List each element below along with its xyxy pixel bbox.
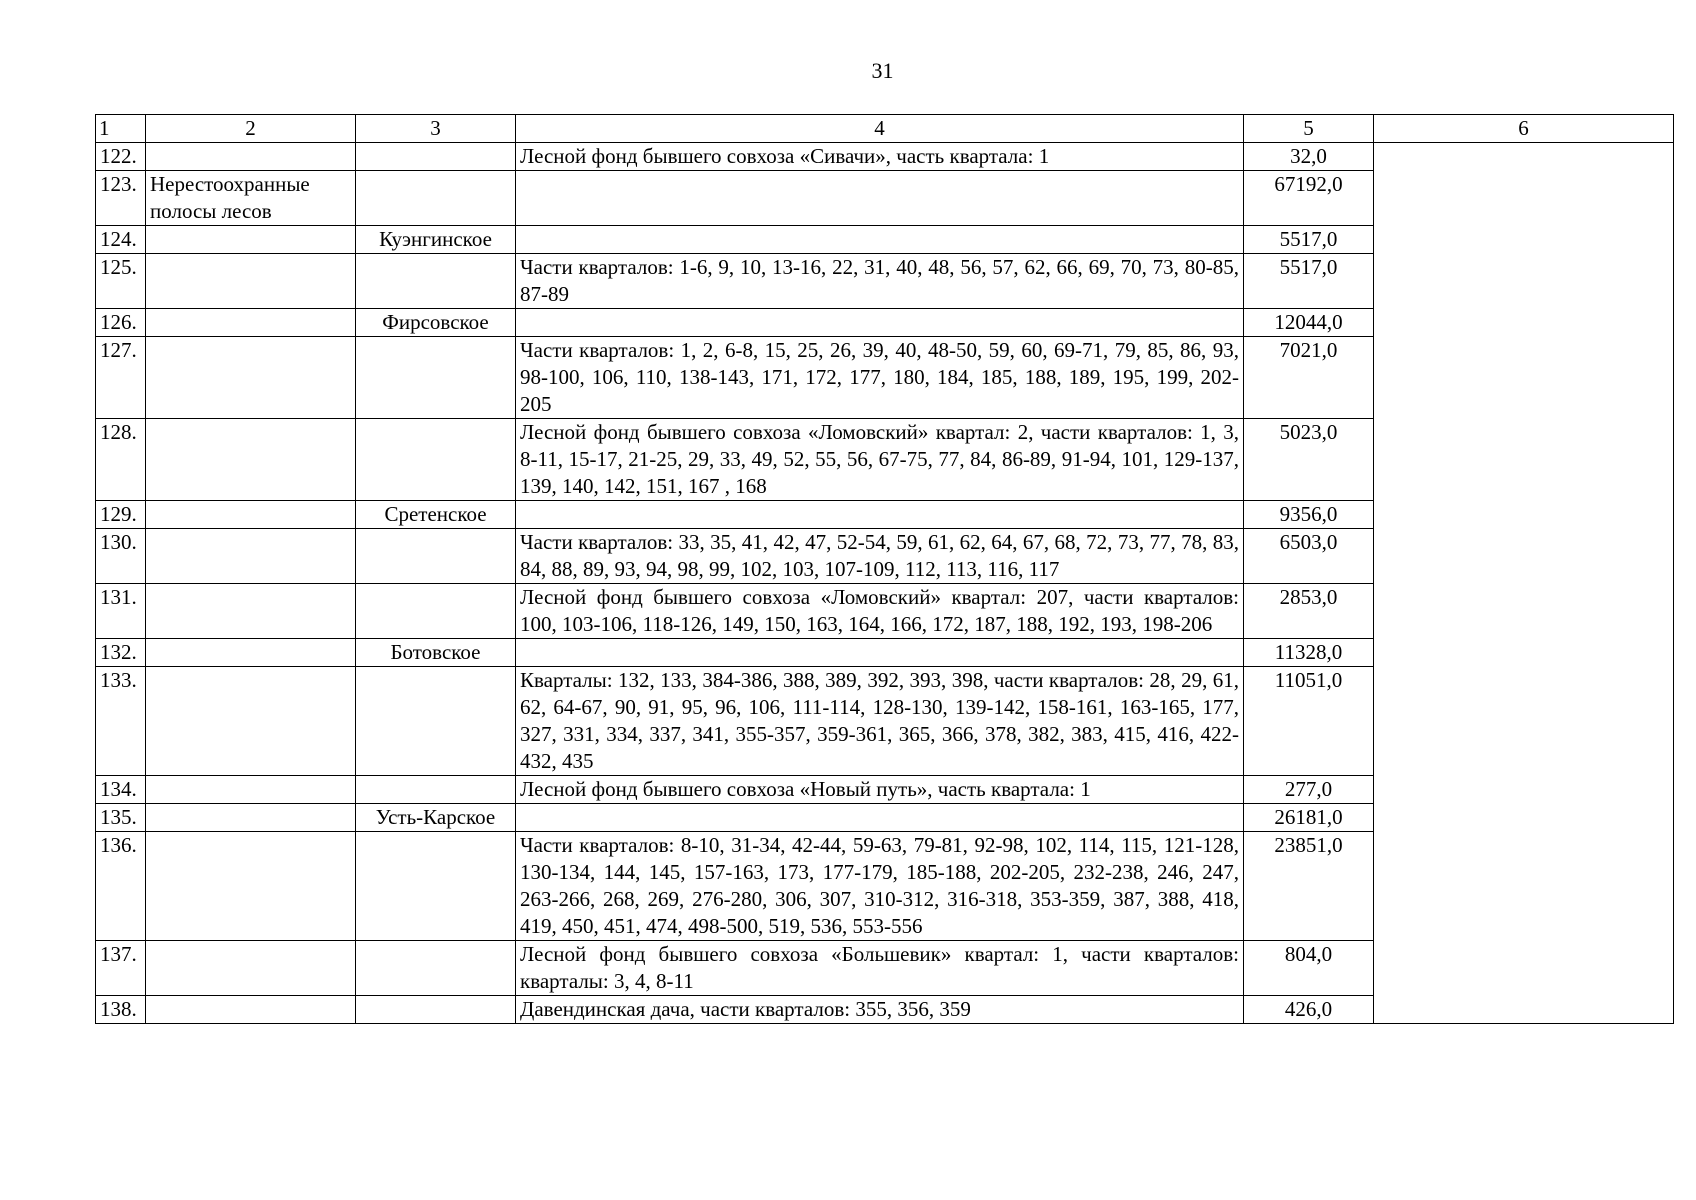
area-cell: 804,0 <box>1244 941 1374 996</box>
area-cell: 6503,0 <box>1244 529 1374 584</box>
quarters-cell: Лесной фонд бывшего совхоза «Новый путь», часть квартала: 1 <box>516 776 1244 804</box>
quarters-cell <box>516 171 1244 226</box>
category-cell <box>146 529 356 584</box>
forestry-cell <box>356 584 516 639</box>
category-cell <box>146 776 356 804</box>
forestry-cell <box>356 941 516 996</box>
forestry-cell: Ботовское <box>356 639 516 667</box>
area-cell: 7021,0 <box>1244 337 1374 419</box>
column-header-2: 2 <box>146 115 356 143</box>
row-number: 132. <box>96 639 146 667</box>
category-cell <box>146 584 356 639</box>
forestry-cell <box>356 832 516 941</box>
category-cell <box>146 941 356 996</box>
row-number: 130. <box>96 529 146 584</box>
area-cell: 5517,0 <box>1244 254 1374 309</box>
area-cell: 26181,0 <box>1244 804 1374 832</box>
quarters-cell: Лесной фонд бывшего совхоза «Большевик» квартал: 1, части кварталов: кварталы: 3, 4, 8-11 <box>516 941 1244 996</box>
category-cell <box>146 832 356 941</box>
column-header-6: 6 <box>1374 115 1674 143</box>
quarters-cell: Части кварталов: 1, 2, 6-8, 15, 25, 26, 39, 40, 48-50, 59, 60, 69-71, 79, 85, 86, 93, 98-100, 106, 110, 138-143, 171, 172, 177, 180, 184, 185, 188, 189, 195, 199, 202-205 <box>516 337 1244 419</box>
quarters-cell <box>516 639 1244 667</box>
row-number: 135. <box>96 804 146 832</box>
forest-areas-table <box>95 114 1674 1024</box>
area-cell: 23851,0 <box>1244 832 1374 941</box>
page-number: 31 <box>871 58 894 83</box>
quarters-cell: Кварталы: 132, 133, 384-386, 388, 389, 392, 393, 398, части кварталов: 28, 29, 61, 62, 64-67, 90, 91, 95, 96, 106, 111-114, 128-130, 139-142, 158-161, 163-165, 177, 327, 331, 334, 337, 341, 355-357, 359-361, 365, 366, 378, 382, 383, 415, 416, 422-432, 435 <box>516 667 1244 776</box>
area-cell: 32,0 <box>1244 143 1374 171</box>
area-cell: 67192,0 <box>1244 171 1374 226</box>
forestry-cell <box>356 337 516 419</box>
forestry-cell <box>356 419 516 501</box>
row-number: 128. <box>96 419 146 501</box>
row-number: 125. <box>96 254 146 309</box>
forestry-cell <box>356 667 516 776</box>
forestry-cell: Фирсовское <box>356 309 516 337</box>
forestry-cell: Усть-Карское <box>356 804 516 832</box>
quarters-cell <box>516 309 1244 337</box>
category-cell <box>146 309 356 337</box>
area-cell: 12044,0 <box>1244 309 1374 337</box>
row-number: 122. <box>96 143 146 171</box>
category-cell <box>146 143 356 171</box>
category-cell <box>146 419 356 501</box>
row-number: 131. <box>96 584 146 639</box>
row-number: 124. <box>96 226 146 254</box>
forestry-cell <box>356 776 516 804</box>
forestry-cell: Сретенское <box>356 501 516 529</box>
row-number: 129. <box>96 501 146 529</box>
column-header-3: 3 <box>356 115 516 143</box>
forestry-cell <box>356 996 516 1024</box>
quarters-cell: Части кварталов: 1-6, 9, 10, 13-16, 22, 31, 40, 48, 56, 57, 62, 66, 69, 70, 73, 80-85, 87-89 <box>516 254 1244 309</box>
row-number: 126. <box>96 309 146 337</box>
forestry-cell <box>356 143 516 171</box>
forestry-cell: Куэнгинское <box>356 226 516 254</box>
quarters-cell <box>516 501 1244 529</box>
category-cell <box>146 996 356 1024</box>
category-cell <box>146 254 356 309</box>
category-cell <box>146 667 356 776</box>
column-header-1: 1 <box>96 115 146 143</box>
category-cell: Нерестоохранные полосы лесов <box>146 171 356 226</box>
row-number: 136. <box>96 832 146 941</box>
forestry-cell <box>356 529 516 584</box>
area-cell: 11328,0 <box>1244 639 1374 667</box>
category-cell <box>146 804 356 832</box>
table-row <box>96 143 1674 171</box>
row-number: 137. <box>96 941 146 996</box>
forestry-cell <box>356 171 516 226</box>
quarters-cell: Давендинская дача, части кварталов: 355, 356, 359 <box>516 996 1244 1024</box>
area-cell: 11051,0 <box>1244 667 1374 776</box>
notes-cell <box>1374 143 1674 1024</box>
column-header-4: 4 <box>516 115 1244 143</box>
row-number: 138. <box>96 996 146 1024</box>
quarters-cell <box>516 226 1244 254</box>
quarters-cell: Лесной фонд бывшего совхоза «Ломовский» квартал: 207, части кварталов: 100, 103-106, 118-126, 149, 150, 163, 164, 166, 172, 187, 188, 192, 193, 198-206 <box>516 584 1244 639</box>
area-cell: 426,0 <box>1244 996 1374 1024</box>
area-cell: 5517,0 <box>1244 226 1374 254</box>
forestry-cell <box>356 254 516 309</box>
quarters-cell: Части кварталов: 8-10, 31-34, 42-44, 59-63, 79-81, 92-98, 102, 114, 115, 121-128, 130-134, 144, 145, 157-163, 173, 177-179, 185-188, 202-205, 232-238, 246, 247, 263-266, 268, 269, 276-280, 306, 307, 310-312, 316-318, 353-359, 387, 388, 418, 419, 450, 451, 474, 498-500, 519, 536, 553-556 <box>516 832 1244 941</box>
column-header-5: 5 <box>1244 115 1374 143</box>
quarters-cell: Части кварталов: 33, 35, 41, 42, 47, 52-54, 59, 61, 62, 64, 67, 68, 72, 73, 77, 78, 83, 84, 88, 89, 93, 94, 98, 99, 102, 103, 107-109, 112, 113, 116, 117 <box>516 529 1244 584</box>
row-number: 127. <box>96 337 146 419</box>
row-number: 133. <box>96 667 146 776</box>
area-cell: 277,0 <box>1244 776 1374 804</box>
quarters-cell: Лесной фонд бывшего совхоза «Сивачи», часть квартала: 1 <box>516 143 1244 171</box>
quarters-cell: Лесной фонд бывшего совхоза «Ломовский» квартал: 2, части кварталов: 1, 3, 8-11, 15-17, 21-25, 29, 33, 49, 52, 55, 56, 67-75, 77, 84, 86-89, 91-94, 101, 129-137, 139, 140, 142, 151, 167 , 168 <box>516 419 1244 501</box>
row-number: 134. <box>96 776 146 804</box>
category-cell <box>146 639 356 667</box>
quarters-cell <box>516 804 1244 832</box>
area-cell: 5023,0 <box>1244 419 1374 501</box>
category-cell <box>146 226 356 254</box>
category-cell <box>146 501 356 529</box>
category-cell <box>146 337 356 419</box>
area-cell: 2853,0 <box>1244 584 1374 639</box>
row-number: 123. <box>96 171 146 226</box>
header-row <box>96 115 1674 143</box>
area-cell: 9356,0 <box>1244 501 1374 529</box>
